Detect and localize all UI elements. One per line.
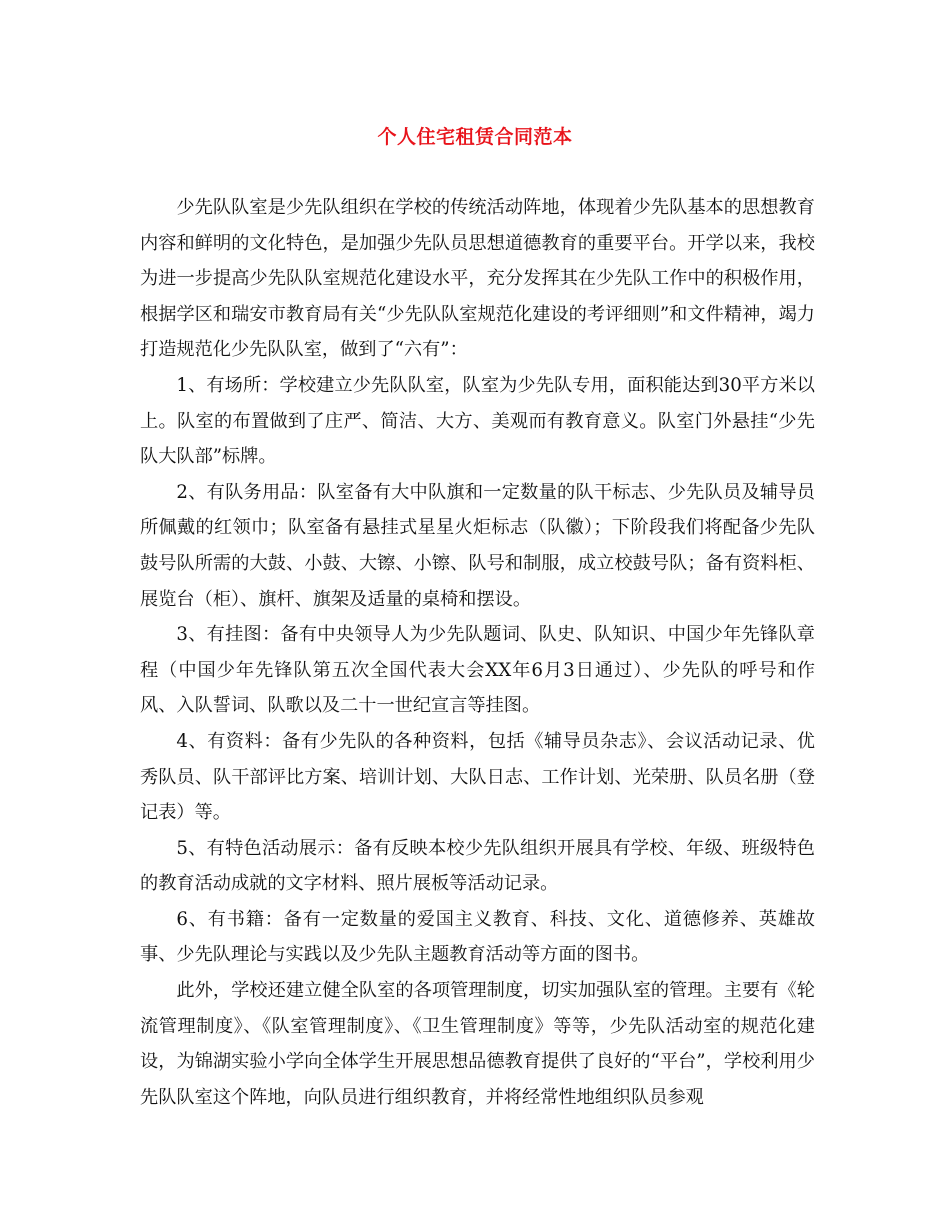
paragraph-activities: 5、有特色活动展示：备有反映本校少先队组织开展具有学校、年级、班级特色的教育活动成就的文字材料、照片展板等活动记录。 [140, 837, 815, 895]
paragraph-supplies: 2、有队务用品：队室备有大中队旗和一定数量的队干标志、少先队员及辅导员所佩戴的红领巾；队室备有悬挂式星星火炬标志（队徽）；下阶段我们将配备少先队鼓号队所需的大鼓、小鼓、大镲、小镲、队号和制服，成立校鼓号队；备有资料柜、展览台（柜）、旗杆、旗架及适量的桌椅和摆设。 [140, 481, 815, 610]
paragraph-management: 此外，学校还建立健全队室的各项管理制度，切实加强队室的管理。主要有《轮流管理制度》、《队室管理制度》、《卫生管理制度》等等，少先队活动室的规范化建设，为锦湖实验小学向全体学生开展思想品德教育提供了良好的“平台”，学校利用少先队队室这个阵地，向队员进行组织教育，并将经常性地组织队员参观 [140, 980, 815, 1108]
paragraph-intro: 少先队队室是少先队组织在学校的传统活动阵地，体现着少先队基本的思想教育内容和鲜明的文化特色，是加强少先队员思想道德教育的重要平台。开学以来，我校为进一步提高少先队队室规范化建设水平，充分发挥其在少先队工作中的积极作用，根据学区和瑞安市教育局有关“少先队队室规范化建设的考评细则”和文件精神，竭力打造规范化少先队队室，做到了“六有”： [140, 197, 815, 361]
paragraph-materials: 4、有资料：备有少先队的各种资料，包括《辅导员杂志》、会议活动记录、优秀队员、队干部评比方案、培训计划、大队日志、工作计划、光荣册、队员名册（登记表）等。 [140, 730, 815, 824]
document-title: 个人住宅租赁合同范本 [377, 126, 573, 148]
document-body [140, 190, 815, 1115]
paragraph-posters: 3、有挂图：备有中央领导人为少先队题词、队史、队知识、中国少年先锋队章程（中国少年先锋队第五次全国代表大会XX年6月3日通过）、少先队的呼号和作风、入队誓词、队歌以及二十一世纪宣言等挂图。 [140, 624, 815, 717]
paragraph-books: 6、有书籍：备有一定数量的爱国主义教育、科技、文化、道德修养、英雄故事、少先队理论与实践以及少先队主题教育活动等方面的图书。 [140, 908, 815, 966]
paragraph-venue: 1、有场所：学校建立少先队队室，队室为少先队专用，面积能达到30平方米以上。队室的布置做到了庄严、简洁、大方、美观而有教育意义。队室门外悬挂“少先队大队部”标牌。 [140, 374, 815, 468]
